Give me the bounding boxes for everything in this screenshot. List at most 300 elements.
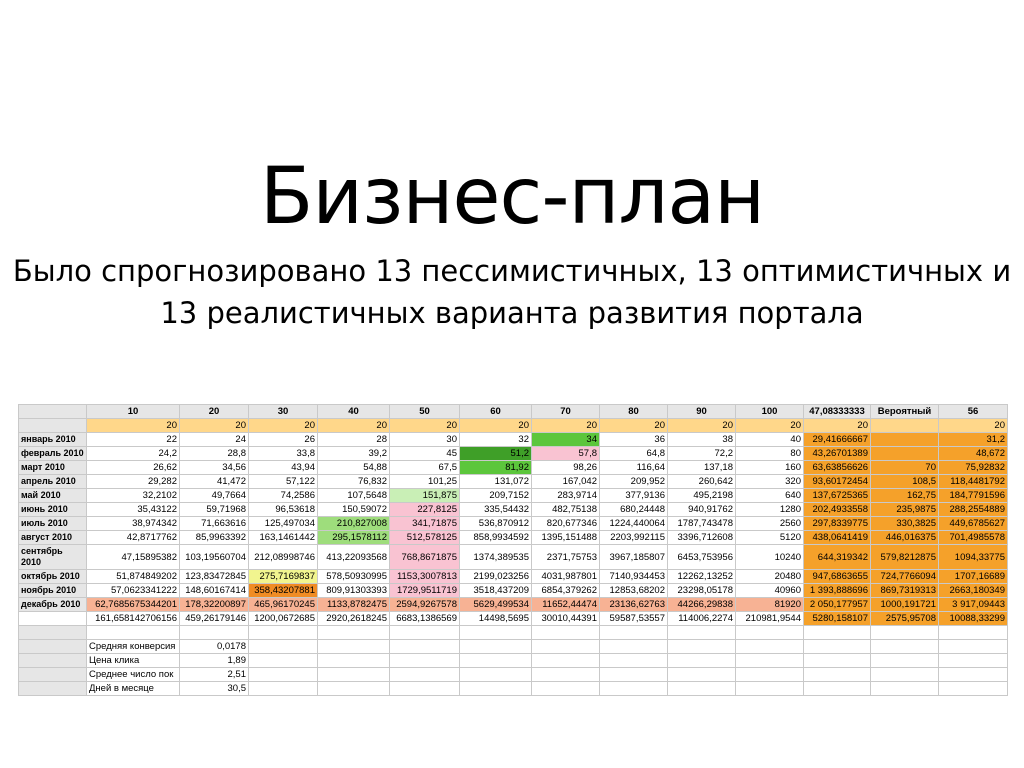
row-label xyxy=(19,612,87,626)
table-cell: 28 xyxy=(318,433,390,447)
table-cell: 29,41666667 xyxy=(804,433,871,447)
row-label: август 2010 xyxy=(19,531,87,545)
table-cell: 162,75 xyxy=(871,489,939,503)
total-cell: 30010,44391 xyxy=(532,612,600,626)
column-header: 70 xyxy=(532,405,600,419)
column-header: 56 xyxy=(939,405,1008,419)
parameter-rows xyxy=(19,640,1008,696)
table-cell xyxy=(249,682,318,696)
table-cell: 57,122 xyxy=(249,475,318,489)
column-header: 30 xyxy=(249,405,318,419)
blank-row xyxy=(19,626,1008,640)
month-rows xyxy=(19,433,1008,612)
table-cell: 59,71968 xyxy=(180,503,249,517)
table-cell: 103,19560704 xyxy=(180,545,249,570)
table-cell: 20 xyxy=(460,419,532,433)
table-cell: 3518,437209 xyxy=(460,584,532,598)
table-cell: 320 xyxy=(736,475,804,489)
column-header: 80 xyxy=(600,405,668,419)
corner-cell xyxy=(19,405,87,419)
table-cell xyxy=(736,668,804,682)
column-header: Вероятный xyxy=(871,405,939,419)
table-cell xyxy=(668,668,736,682)
table-cell: 22 xyxy=(87,433,180,447)
table-cell: 20 xyxy=(318,419,390,433)
table-cell: 51,874849202 xyxy=(87,570,180,584)
column-header: 50 xyxy=(390,405,460,419)
table-cell xyxy=(600,668,668,682)
total-cell: 114006,2274 xyxy=(668,612,736,626)
total-cell: 1200,0672685 xyxy=(249,612,318,626)
table-cell: 209,7152 xyxy=(460,489,532,503)
parameter-value: 30,5 xyxy=(180,682,249,696)
table-cell: 1787,743478 xyxy=(668,517,736,531)
table-cell xyxy=(180,626,249,640)
total-cell: 161,658142706156 xyxy=(87,612,180,626)
table-cell xyxy=(600,640,668,654)
table-cell: 1133,8782475 xyxy=(318,598,390,612)
table-cell: 2371,75753 xyxy=(532,545,600,570)
table-cell: 43,94 xyxy=(249,461,318,475)
table-cell: 81,92 xyxy=(460,461,532,475)
table-cell: 20 xyxy=(668,419,736,433)
table-cell: 20 xyxy=(600,419,668,433)
table-cell: 3 917,09443 xyxy=(939,598,1008,612)
table-cell: 184,7791596 xyxy=(939,489,1008,503)
table-cell: 295,1578112 xyxy=(318,531,390,545)
table-cell xyxy=(87,626,180,640)
table-cell: 151,875 xyxy=(390,489,460,503)
table-cell xyxy=(318,626,390,640)
table-cell: 724,7766094 xyxy=(871,570,939,584)
table-cell: 98,26 xyxy=(532,461,600,475)
table-row xyxy=(19,570,1008,584)
table-cell xyxy=(871,640,939,654)
table-cell: 178,32200897 xyxy=(180,598,249,612)
slide-subtitle: Было спрогнозировано 13 пессимистичных, 13 оптимистичных и 13 реалистичных варианта развития портала xyxy=(12,254,1012,330)
table-cell xyxy=(871,668,939,682)
table-cell: 869,7319313 xyxy=(871,584,939,598)
table-cell: 67,5 xyxy=(390,461,460,475)
table-row xyxy=(19,461,1008,475)
table-cell xyxy=(668,640,736,654)
table-cell xyxy=(318,682,390,696)
table-cell xyxy=(460,668,532,682)
table-cell xyxy=(871,654,939,668)
table-cell: 64,8 xyxy=(600,447,668,461)
row-label: март 2010 xyxy=(19,461,87,475)
table-cell: 12853,68202 xyxy=(600,584,668,598)
table-cell xyxy=(249,668,318,682)
table-cell xyxy=(804,668,871,682)
table-cell: 820,677346 xyxy=(532,517,600,531)
table-cell xyxy=(390,654,460,668)
table-cell: 235,9875 xyxy=(871,503,939,517)
total-cell: 59587,53557 xyxy=(600,612,668,626)
table-cell: 1000,191721 xyxy=(871,598,939,612)
table-cell: 283,9714 xyxy=(532,489,600,503)
table-cell: 123,83472845 xyxy=(180,570,249,584)
table-cell: 29,282 xyxy=(87,475,180,489)
table-cell: 38,974342 xyxy=(87,517,180,531)
table-cell: 1094,33775 xyxy=(939,545,1008,570)
table-cell: 358,43207881 xyxy=(249,584,318,598)
table-cell xyxy=(736,640,804,654)
table-cell: 54,88 xyxy=(318,461,390,475)
total-cell: 10088,33299 xyxy=(939,612,1008,626)
table-cell: 137,6725365 xyxy=(804,489,871,503)
table-cell xyxy=(532,626,600,640)
total-cell: 2575,95708 xyxy=(871,612,939,626)
table-cell xyxy=(871,433,939,447)
table-cell xyxy=(804,682,871,696)
table-cell: 137,18 xyxy=(668,461,736,475)
table-cell: 47,15895382 xyxy=(87,545,180,570)
table-cell: 680,24448 xyxy=(600,503,668,517)
table-cell xyxy=(939,626,1008,640)
table-cell: 6854,379262 xyxy=(532,584,600,598)
table-cell: 148,60167414 xyxy=(180,584,249,598)
table-cell: 335,54432 xyxy=(460,503,532,517)
table-cell: 449,6785627 xyxy=(939,517,1008,531)
parameter-label: Среднее число пок xyxy=(87,668,180,682)
table-cell: 260,642 xyxy=(668,475,736,489)
parameter-label: Средняя конверсия xyxy=(87,640,180,654)
table-cell: 23298,05178 xyxy=(668,584,736,598)
row-label: июнь 2010 xyxy=(19,503,87,517)
table-cell: 1153,3007813 xyxy=(390,570,460,584)
table-cell: 297,8339775 xyxy=(804,517,871,531)
table-cell: 20 xyxy=(87,419,180,433)
table-cell: 44266,29838 xyxy=(668,598,736,612)
totals-row xyxy=(19,612,1008,626)
row-label xyxy=(19,419,87,433)
table-cell: 32 xyxy=(460,433,532,447)
table-cell: 70 xyxy=(871,461,939,475)
table-cell: 150,59072 xyxy=(318,503,390,517)
table-cell: 31,2 xyxy=(939,433,1008,447)
table-cell xyxy=(390,640,460,654)
table-cell: 288,2554889 xyxy=(939,503,1008,517)
table-cell xyxy=(390,668,460,682)
table-cell: 1707,16689 xyxy=(939,570,1008,584)
table-cell: 108,5 xyxy=(871,475,939,489)
table-cell: 20 xyxy=(180,419,249,433)
table-row xyxy=(19,598,1008,612)
row-label xyxy=(19,682,87,696)
row-label xyxy=(19,654,87,668)
table-cell: 63,63856626 xyxy=(804,461,871,475)
table-cell: 39,2 xyxy=(318,447,390,461)
table-cell: 131,072 xyxy=(460,475,532,489)
parameter-value: 1,89 xyxy=(180,654,249,668)
table-cell: 80 xyxy=(736,447,804,461)
table-cell: 2663,180349 xyxy=(939,584,1008,598)
table-cell xyxy=(736,654,804,668)
table-cell: 438,0641419 xyxy=(804,531,871,545)
table-cell: 101,25 xyxy=(390,475,460,489)
table-cell: 578,50930995 xyxy=(318,570,390,584)
table-cell: 125,497034 xyxy=(249,517,318,531)
table-cell: 1374,389535 xyxy=(460,545,532,570)
table-cell xyxy=(939,640,1008,654)
table-cell: 62,7685675344201 xyxy=(87,598,180,612)
total-cell: 459,26179146 xyxy=(180,612,249,626)
table-cell: 163,1461442 xyxy=(249,531,318,545)
table-cell: 413,22093568 xyxy=(318,545,390,570)
column-header: 90 xyxy=(668,405,736,419)
table-cell: 212,08998746 xyxy=(249,545,318,570)
table-row xyxy=(19,531,1008,545)
column-header: 10 xyxy=(87,405,180,419)
table-row xyxy=(19,433,1008,447)
row-label: июль 2010 xyxy=(19,517,87,531)
table-cell: 3967,185807 xyxy=(600,545,668,570)
table-cell xyxy=(804,654,871,668)
parameter-row xyxy=(19,640,1008,654)
table-cell: 160 xyxy=(736,461,804,475)
table-cell xyxy=(318,668,390,682)
table-cell: 1 393,888696 xyxy=(804,584,871,598)
table-cell xyxy=(390,626,460,640)
column-header: 60 xyxy=(460,405,532,419)
table-cell xyxy=(736,626,804,640)
table-cell xyxy=(249,626,318,640)
row-label: октябрь 2010 xyxy=(19,570,87,584)
table-cell xyxy=(939,668,1008,682)
row-label: май 2010 xyxy=(19,489,87,503)
table-cell: 57,8 xyxy=(532,447,600,461)
table-row xyxy=(19,584,1008,598)
table-cell xyxy=(939,654,1008,668)
table-cell: 93,60172454 xyxy=(804,475,871,489)
total-cell: 14498,5695 xyxy=(460,612,532,626)
table-cell xyxy=(668,682,736,696)
table-cell: 20 xyxy=(390,419,460,433)
table-cell: 42,8717762 xyxy=(87,531,180,545)
table-cell: 3396,712608 xyxy=(668,531,736,545)
table-cell: 20 xyxy=(532,419,600,433)
table-cell xyxy=(804,626,871,640)
table-cell: 947,6863655 xyxy=(804,570,871,584)
parameter-row xyxy=(19,668,1008,682)
table-cell: 20 xyxy=(939,419,1008,433)
table-cell: 34 xyxy=(532,433,600,447)
table-row xyxy=(19,475,1008,489)
table-cell: 536,870912 xyxy=(460,517,532,531)
table-cell xyxy=(871,682,939,696)
table-cell: 96,53618 xyxy=(249,503,318,517)
column-header: 40 xyxy=(318,405,390,419)
table-cell: 49,7664 xyxy=(180,489,249,503)
table-cell: 275,7169837 xyxy=(249,570,318,584)
parameter-row xyxy=(19,682,1008,696)
table-cell: 167,042 xyxy=(532,475,600,489)
table-cell: 116,64 xyxy=(600,461,668,475)
row-label xyxy=(19,626,87,640)
table-cell: 6453,753956 xyxy=(668,545,736,570)
table-cell: 7140,934453 xyxy=(600,570,668,584)
table-cell xyxy=(532,668,600,682)
table-cell xyxy=(600,682,668,696)
table-cell: 4031,987801 xyxy=(532,570,600,584)
parameter-label: Цена клика xyxy=(87,654,180,668)
table-cell: 701,4985578 xyxy=(939,531,1008,545)
table-cell: 85,9963392 xyxy=(180,531,249,545)
row-label xyxy=(19,640,87,654)
table-cell: 20480 xyxy=(736,570,804,584)
table-cell: 43,26701389 xyxy=(804,447,871,461)
table-cell: 75,92832 xyxy=(939,461,1008,475)
table-cell: 20 xyxy=(736,419,804,433)
column-header: 20 xyxy=(180,405,249,419)
table-cell: 858,9934592 xyxy=(460,531,532,545)
parameter-label: Дней в месяце xyxy=(87,682,180,696)
table-cell: 446,016375 xyxy=(871,531,939,545)
table-cell xyxy=(460,640,532,654)
table-cell: 26 xyxy=(249,433,318,447)
table-cell: 644,319342 xyxy=(804,545,871,570)
table-cell: 57,0623341222 xyxy=(87,584,180,598)
table-cell: 209,952 xyxy=(600,475,668,489)
table-cell: 10240 xyxy=(736,545,804,570)
table-cell: 45 xyxy=(390,447,460,461)
table-row xyxy=(19,447,1008,461)
table-cell xyxy=(460,626,532,640)
row-label: ноябрь 2010 xyxy=(19,584,87,598)
column-header: 100 xyxy=(736,405,804,419)
table-cell: 40 xyxy=(736,433,804,447)
table-cell: 72,2 xyxy=(668,447,736,461)
table-cell: 2203,992115 xyxy=(600,531,668,545)
table-cell: 34,56 xyxy=(180,461,249,475)
table-cell: 12262,13252 xyxy=(668,570,736,584)
table-cell: 76,832 xyxy=(318,475,390,489)
row-label: апрель 2010 xyxy=(19,475,87,489)
table-cell: 341,71875 xyxy=(390,517,460,531)
row-label: декабрь 2010 xyxy=(19,598,87,612)
table-cell: 33,8 xyxy=(249,447,318,461)
table-cell: 1729,9511719 xyxy=(390,584,460,598)
table-cell: 36 xyxy=(600,433,668,447)
table-row xyxy=(19,517,1008,531)
table-cell: 71,663616 xyxy=(180,517,249,531)
total-cell: 210981,9544 xyxy=(736,612,804,626)
business-plan-table xyxy=(18,404,1008,696)
table-cell xyxy=(460,654,532,668)
table-cell xyxy=(390,682,460,696)
table-cell: 227,8125 xyxy=(390,503,460,517)
row-label: февраль 2010 xyxy=(19,447,87,461)
table-cell: 118,4481792 xyxy=(939,475,1008,489)
table-cell xyxy=(532,682,600,696)
table-cell: 940,91762 xyxy=(668,503,736,517)
total-cell: 6683,1386569 xyxy=(390,612,460,626)
table-row xyxy=(19,503,1008,517)
parameter-row xyxy=(19,654,1008,668)
table-cell: 2594,9267578 xyxy=(390,598,460,612)
table-cell xyxy=(939,682,1008,696)
table-cell: 768,8671875 xyxy=(390,545,460,570)
table-cell xyxy=(460,682,532,696)
table-cell: 24,2 xyxy=(87,447,180,461)
table-cell xyxy=(532,640,600,654)
total-cell: 2920,2618245 xyxy=(318,612,390,626)
table-cell xyxy=(804,640,871,654)
table-cell: 202,4933558 xyxy=(804,503,871,517)
table-cell: 377,9136 xyxy=(600,489,668,503)
table-cell: 35,43122 xyxy=(87,503,180,517)
table-cell: 30 xyxy=(390,433,460,447)
table-cell: 2560 xyxy=(736,517,804,531)
table-cell: 1280 xyxy=(736,503,804,517)
table-cell: 74,2586 xyxy=(249,489,318,503)
table-cell: 465,96170245 xyxy=(249,598,318,612)
table-cell: 20 xyxy=(804,419,871,433)
table-cell xyxy=(318,654,390,668)
table-cell: 5120 xyxy=(736,531,804,545)
table-cell xyxy=(249,640,318,654)
table-cell xyxy=(871,419,939,433)
table-cell: 32,2102 xyxy=(87,489,180,503)
table-cell xyxy=(600,654,668,668)
table-row xyxy=(19,489,1008,503)
table-cell: 23136,62763 xyxy=(600,598,668,612)
table-row xyxy=(19,419,1008,433)
table-cell: 1224,440064 xyxy=(600,517,668,531)
row-label: январь 2010 xyxy=(19,433,87,447)
table-cell: 2199,023256 xyxy=(460,570,532,584)
parameter-value: 2,51 xyxy=(180,668,249,682)
table-cell xyxy=(871,447,939,461)
table-cell: 482,75138 xyxy=(532,503,600,517)
table-cell: 330,3825 xyxy=(871,517,939,531)
table-cell xyxy=(249,654,318,668)
slide-title: Бизнес-план xyxy=(259,152,765,242)
table-cell: 809,91303393 xyxy=(318,584,390,598)
table-cell: 5629,499534 xyxy=(460,598,532,612)
table-cell: 20 xyxy=(249,419,318,433)
parameter-value: 0,0178 xyxy=(180,640,249,654)
total-cell: 5280,158107 xyxy=(804,612,871,626)
column-header: 47,08333333 xyxy=(804,405,871,419)
table-cell: 640 xyxy=(736,489,804,503)
table-cell xyxy=(600,626,668,640)
table-cell xyxy=(532,654,600,668)
table-cell xyxy=(871,626,939,640)
table-cell: 512,578125 xyxy=(390,531,460,545)
header-row xyxy=(19,405,1008,419)
table-cell: 38 xyxy=(668,433,736,447)
table-cell: 41,472 xyxy=(180,475,249,489)
table-cell: 579,8212875 xyxy=(871,545,939,570)
table-cell: 495,2198 xyxy=(668,489,736,503)
table-cell xyxy=(668,626,736,640)
table-cell xyxy=(736,682,804,696)
row-label: сентябрь 2010 xyxy=(19,545,87,570)
table-cell: 81920 xyxy=(736,598,804,612)
table-cell: 24 xyxy=(180,433,249,447)
table-cell: 1395,151488 xyxy=(532,531,600,545)
table-cell xyxy=(668,654,736,668)
table-cell xyxy=(318,640,390,654)
table-cell: 107,5648 xyxy=(318,489,390,503)
table-cell: 51,2 xyxy=(460,447,532,461)
table-cell: 48,672 xyxy=(939,447,1008,461)
row-label xyxy=(19,668,87,682)
table-cell: 2 050,177957 xyxy=(804,598,871,612)
table-cell: 26,62 xyxy=(87,461,180,475)
